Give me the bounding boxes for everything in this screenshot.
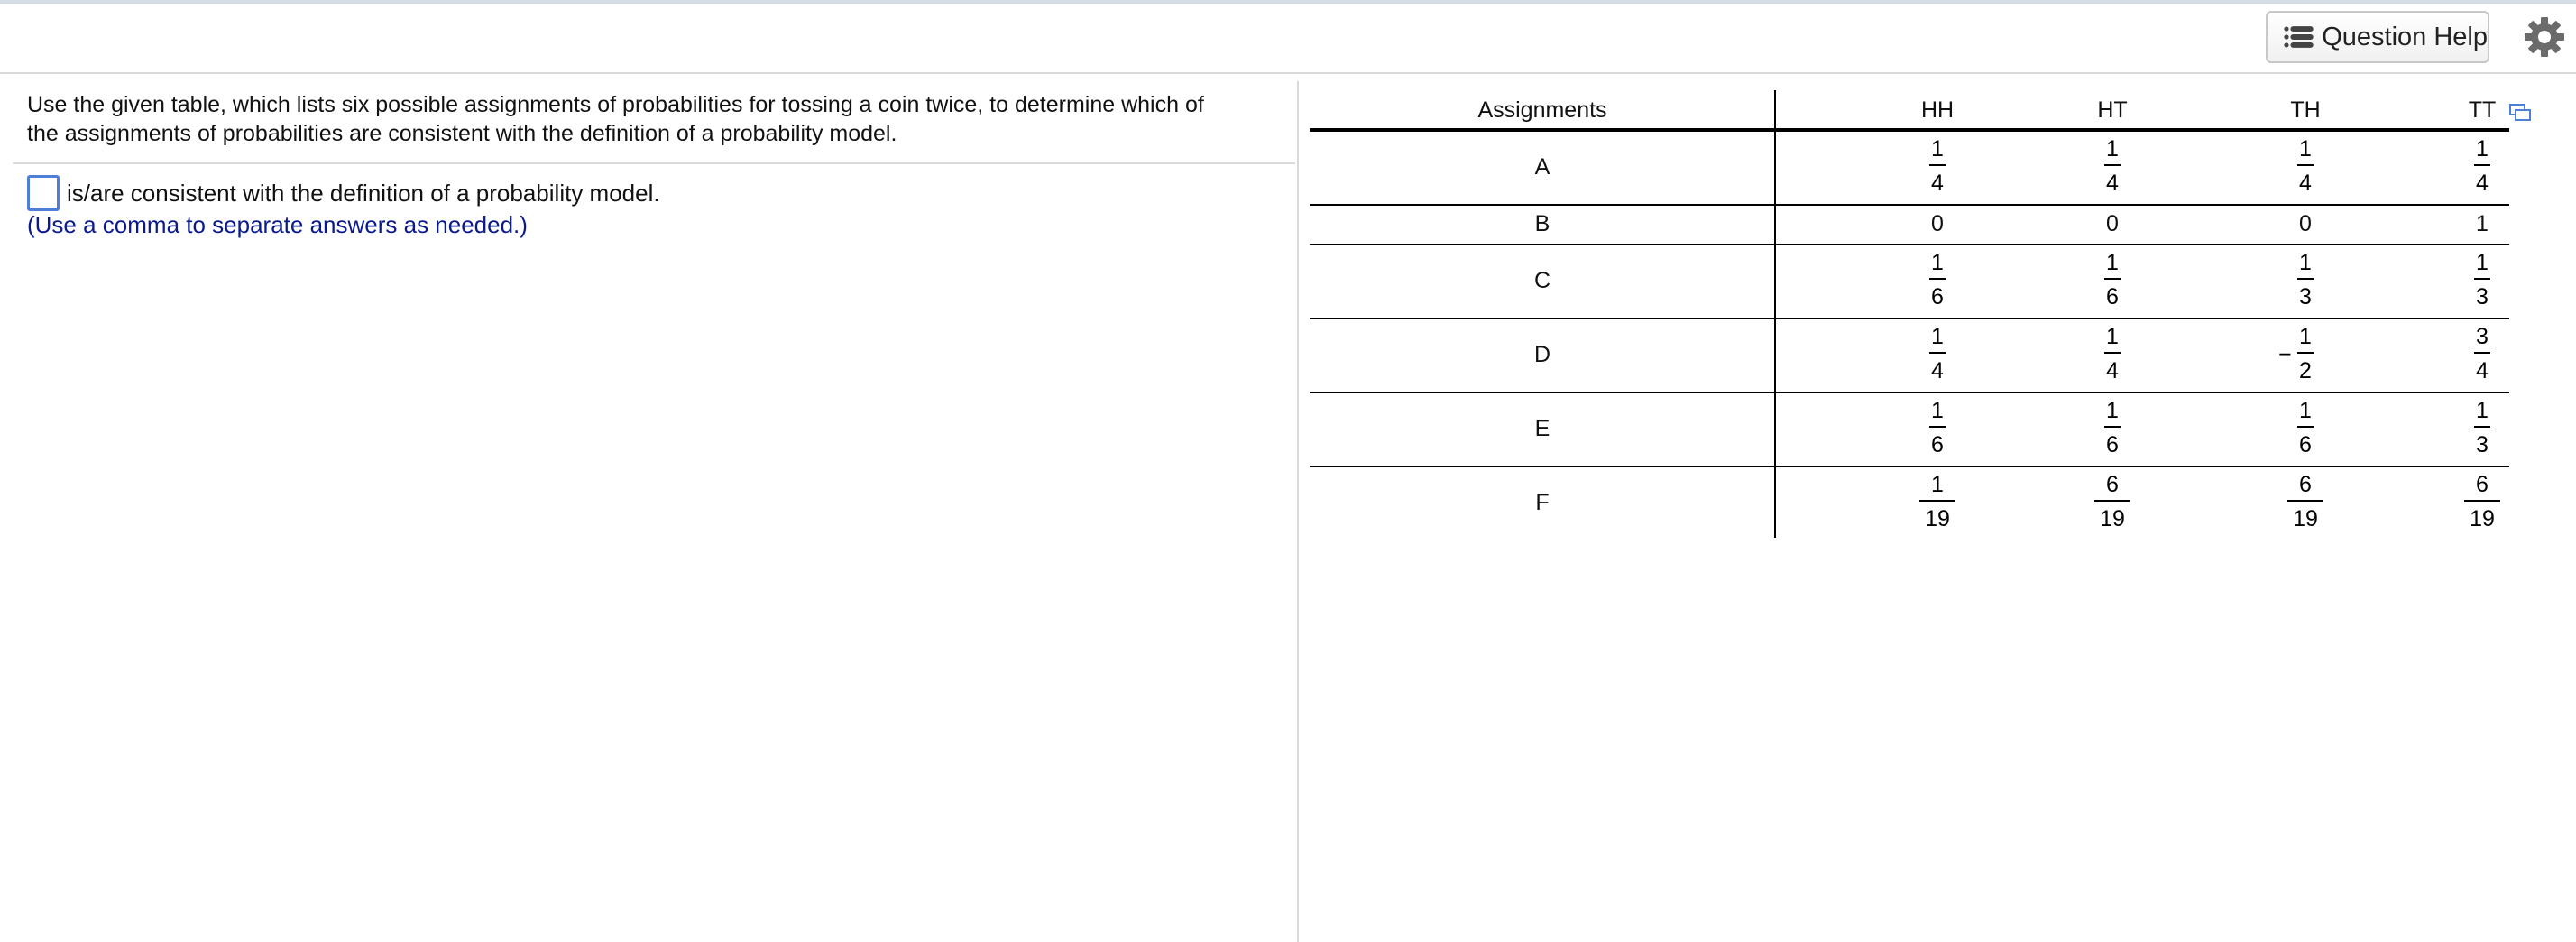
fraction-bar bbox=[2297, 278, 2314, 280]
answer-input[interactable] bbox=[27, 175, 60, 211]
fraction-denominator: 4 bbox=[1931, 358, 1944, 383]
fraction-numerator: 1 bbox=[2299, 398, 2312, 423]
row-label-E: E bbox=[1534, 416, 1550, 441]
top-border bbox=[0, 0, 2576, 4]
table-cell: 0 bbox=[1931, 211, 1944, 236]
fraction-denominator: 19 bbox=[1925, 506, 1950, 531]
fraction-cell bbox=[1910, 325, 1964, 383]
fraction-cell bbox=[2278, 137, 2332, 195]
fraction-denominator: 6 bbox=[1931, 284, 1944, 309]
fraction-cell bbox=[2455, 137, 2509, 195]
question-help-button[interactable] bbox=[2266, 11, 2489, 63]
fraction-bar bbox=[2297, 164, 2314, 166]
fraction-cell bbox=[2278, 473, 2332, 531]
fraction-numerator: 1 bbox=[1931, 398, 1944, 423]
prompt-line-1: Use the given table, which lists six possible assignments of probabilities for tossing a coin twice, to determine which of bbox=[27, 92, 1204, 117]
fraction-bar bbox=[2474, 278, 2490, 280]
fraction-numerator: 1 bbox=[1931, 250, 1944, 275]
fraction-bar bbox=[1929, 164, 1946, 166]
fraction-bar bbox=[2287, 500, 2323, 502]
table-row-rule bbox=[1310, 204, 2509, 206]
column-header-2: HT bbox=[2097, 97, 2128, 123]
answer-hint: (Use a comma to separate answers as needed.) bbox=[27, 211, 528, 238]
fraction-numerator: 6 bbox=[2299, 472, 2312, 497]
column-header-1: HH bbox=[1920, 97, 1955, 123]
table-cell: 0 bbox=[2106, 211, 2119, 236]
fraction-bar bbox=[1929, 426, 1946, 428]
fraction-numerator: 1 bbox=[2106, 398, 2119, 423]
table-row-rule bbox=[1310, 244, 2509, 245]
list-icon bbox=[2284, 22, 2314, 52]
question-help-label: Question Help bbox=[2322, 22, 2488, 51]
fraction-numerator: 1 bbox=[2106, 324, 2119, 349]
fraction-numerator: 1 bbox=[2106, 136, 2119, 162]
column-divider bbox=[1297, 81, 1299, 942]
fraction-denominator: 4 bbox=[2106, 171, 2119, 196]
fraction-denominator: 6 bbox=[2299, 432, 2312, 457]
fraction-cell bbox=[2085, 399, 2139, 457]
fraction-cell bbox=[1910, 399, 1964, 457]
fraction-numerator: 1 bbox=[2299, 324, 2312, 349]
fraction-cell bbox=[2085, 137, 2139, 195]
gear-icon[interactable] bbox=[2524, 16, 2565, 58]
fraction-numerator: 1 bbox=[1931, 324, 1944, 349]
popout-icon[interactable] bbox=[2509, 103, 2531, 121]
fraction-bar bbox=[2474, 426, 2490, 428]
fraction-cell bbox=[2085, 473, 2139, 531]
fraction-bar bbox=[2094, 500, 2130, 502]
fraction-denominator: 4 bbox=[2106, 358, 2119, 383]
header-divider bbox=[0, 72, 2576, 74]
fraction-denominator: 4 bbox=[2476, 358, 2489, 383]
table-vertical-rule bbox=[1774, 90, 1776, 538]
row-label-C: C bbox=[1533, 268, 1551, 293]
question-prompt bbox=[27, 90, 1281, 148]
table-row-rule bbox=[1310, 466, 2509, 467]
fraction-bar bbox=[2104, 164, 2121, 166]
table-cell: 1 bbox=[2476, 211, 2489, 236]
fraction-bar bbox=[2474, 352, 2490, 354]
fraction-bar bbox=[1929, 278, 1946, 280]
fraction-denominator: 6 bbox=[2106, 284, 2119, 309]
row-label-F: F bbox=[1535, 490, 1550, 515]
fraction-numerator: 1 bbox=[2476, 250, 2489, 275]
fraction-numerator: 1 bbox=[2106, 250, 2119, 275]
fraction-bar bbox=[1929, 352, 1946, 354]
fraction-cell bbox=[2278, 399, 2332, 457]
fraction-bar bbox=[2104, 352, 2121, 354]
fraction-cell bbox=[1910, 251, 1964, 309]
table-cell: 0 bbox=[2299, 211, 2312, 236]
fraction-cell bbox=[2085, 325, 2139, 383]
column-header-3: TH bbox=[2290, 97, 2321, 123]
fraction-denominator: 19 bbox=[2470, 506, 2495, 531]
fraction-numerator: 3 bbox=[2476, 324, 2489, 349]
fraction-numerator: 1 bbox=[2476, 136, 2489, 162]
answer-row bbox=[27, 175, 660, 211]
fraction-bar bbox=[2104, 426, 2121, 428]
fraction-bar bbox=[2104, 278, 2121, 280]
row-label-B: B bbox=[1534, 211, 1550, 236]
fraction-denominator: 19 bbox=[2293, 506, 2318, 531]
fraction-cell bbox=[2085, 251, 2139, 309]
fraction-denominator: 3 bbox=[2476, 432, 2489, 457]
fraction-cell bbox=[2455, 325, 2509, 383]
fraction-cell bbox=[2455, 473, 2509, 531]
answer-label: is/are consistent with the definition of a probability model. bbox=[67, 179, 660, 207]
fraction-denominator: 4 bbox=[1931, 171, 1944, 196]
fraction-bar bbox=[2474, 164, 2490, 166]
column-header-4: TT bbox=[2468, 97, 2497, 123]
fraction-numerator: 6 bbox=[2476, 472, 2489, 497]
row-label-A: A bbox=[1534, 154, 1550, 180]
fraction-denominator: 4 bbox=[2476, 171, 2489, 196]
fraction-numerator: 1 bbox=[1931, 136, 1944, 162]
fraction-cell bbox=[1910, 473, 1964, 531]
fraction-numerator: 1 bbox=[2299, 250, 2312, 275]
fraction-bar bbox=[2297, 426, 2314, 428]
fraction-denominator: 3 bbox=[2299, 284, 2312, 309]
fraction-bar bbox=[1919, 500, 1955, 502]
fraction-denominator: 6 bbox=[1931, 432, 1944, 457]
fraction-cell bbox=[2278, 251, 2332, 309]
prompt-line-2: the assignments of probabilities are consistent with the definition of a probability model. bbox=[27, 121, 897, 146]
table-row-rule bbox=[1310, 392, 2509, 393]
negative-sign: − bbox=[2278, 342, 2292, 367]
prompt-divider bbox=[13, 162, 1295, 164]
table-row-rule bbox=[1310, 128, 2509, 132]
table-row-rule bbox=[1310, 318, 2509, 319]
fraction-denominator: 4 bbox=[2299, 171, 2312, 196]
fraction-denominator: 19 bbox=[2100, 506, 2125, 531]
fraction-cell bbox=[2455, 399, 2509, 457]
fraction-numerator: 6 bbox=[2106, 472, 2119, 497]
fraction-bar bbox=[2464, 500, 2500, 502]
column-header-0: Assignments bbox=[1477, 97, 1607, 123]
fraction-numerator: 1 bbox=[2476, 398, 2489, 423]
fraction-numerator: 1 bbox=[1931, 472, 1944, 497]
fraction-cell bbox=[2455, 251, 2509, 309]
fraction-cell bbox=[1910, 137, 1964, 195]
row-label-D: D bbox=[1533, 342, 1551, 367]
fraction-bar bbox=[2297, 352, 2314, 354]
fraction-numerator: 1 bbox=[2299, 136, 2312, 162]
fraction-denominator: 2 bbox=[2299, 358, 2312, 383]
fraction-denominator: 6 bbox=[2106, 432, 2119, 457]
fraction-denominator: 3 bbox=[2476, 284, 2489, 309]
